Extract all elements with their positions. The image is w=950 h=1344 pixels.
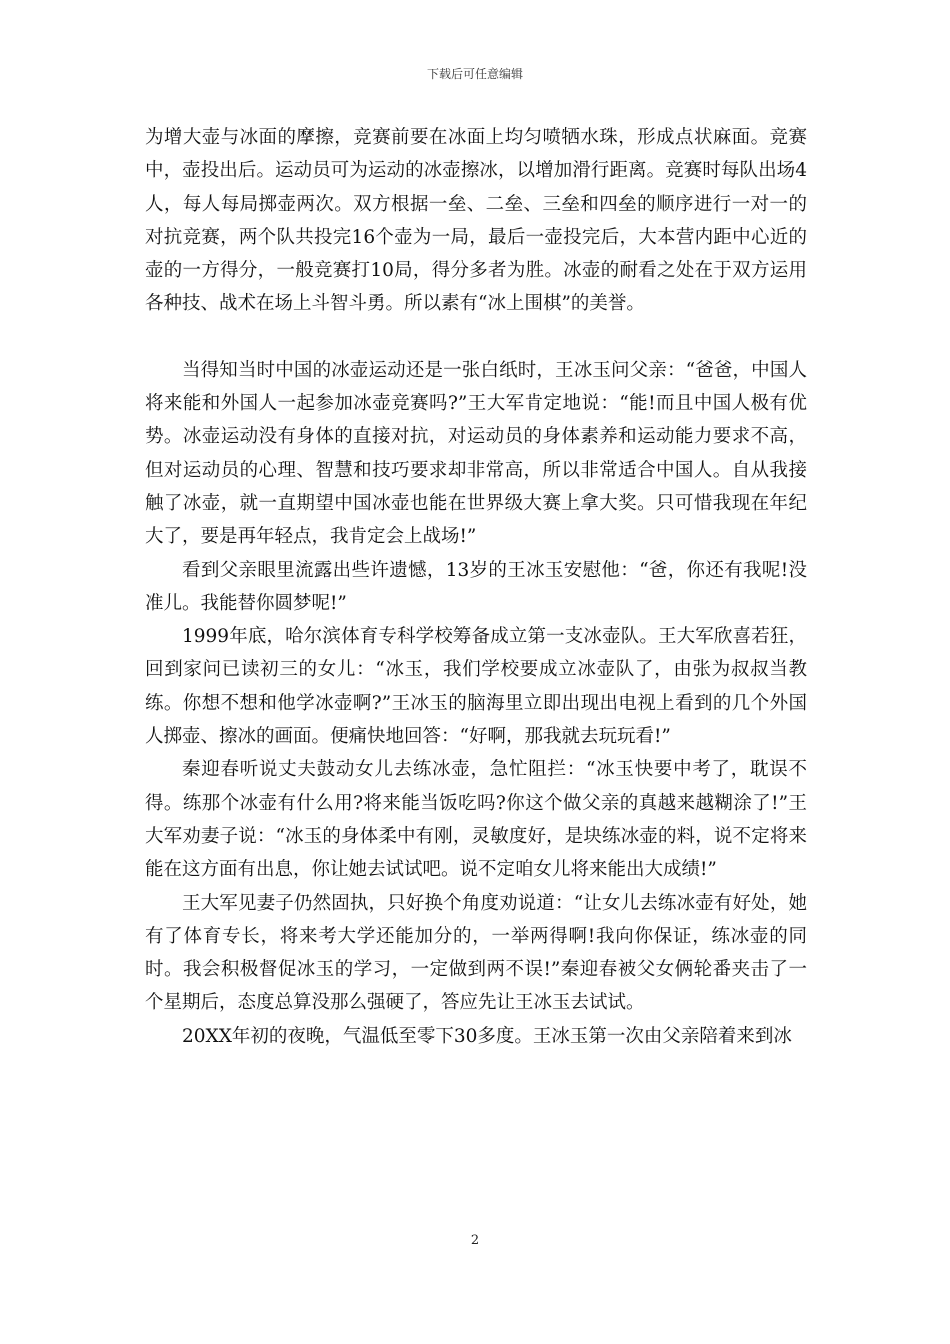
paragraph-mother-objection: 秦迎春听说丈夫鼓动女儿去练冰壶，急忙阻拦：“冰玉快要中考了，耽误不得。练那个冰壶有什么用?将来能当饭吃吗?你这个做父亲的真越来越糊涂了!”王大军劝妻子说：“冰玉的身体柔中有刚，灵敏度好，是块练冰壶的料，说不定将来能在这方面有出息，你让她去试试吧。说不定咱女儿将来能出大成绩!” — [145, 759, 807, 881]
document-body — [145, 121, 807, 1053]
paragraph-father-persuasion: 王大军见妻子仍然固执，只好换个角度劝说道：“让女儿去练冰壶有好处，她有了体育专长，将来考大学还能加分的，一举两得啊!我向你保证，练冰壶的同时。我会积极督促冰玉的学习，一定做到两不误!”秦迎春被父女俩轮番夹击了一个星期后，态度总算没那么强硬了，答应先让王冰玉去试试。 — [145, 892, 807, 1014]
page-header-note: 下载后可任意编辑 — [426, 67, 523, 81]
paragraph-curling-rules: 为增大壶与冰面的摩擦，竞赛前要在冰面上均匀喷牺水珠，形成点状麻面。竞赛中，壶投出后。运动员可为运动的冰壶擦冰，以增加滑行距离。竞赛时每队出场4人，每人每局掷壶两次。双方根据一垒、二垒、三垒和四垒的顺序进行一对一的对抗竞赛，两个队共投完16个壶为一局，最后一壶投完后，大本营内距中心近的壶的一方得分，一般竞赛打10局，得分多者为胜。冰壶的耐看之处在于双方运用各种技、战术在场上斗智斗勇。所以素有“冰上围棋”的美誉。 — [145, 127, 807, 315]
page-number: 2 — [470, 1233, 480, 1248]
paragraph-first-night: 20XX年初的夜晚，气温低至零下30多度。王冰玉第一次由父亲陪着来到冰 — [182, 1025, 792, 1047]
paragraph-father-dialogue: 当得知当时中国的冰壶运动还是一张白纸时，王冰玉问父亲：“爸爸，中国人将来能和外国人一起参加冰壶竞赛吗?”王大军肯定地说：“能!而且中国人极有优势。冰壶运动没有身体的直接对抗，对运动员的身体素养和运动能力要求不高，但对运动员的心理、智慧和技巧要求却非常高，所以非常适合中国人。自从我接触了冰壶，就一直期望中国冰壶也能在世界级大赛上拿大奖。只可惜我现在年纪大了，要是再年轻点，我肯定会上战场!” — [145, 359, 807, 548]
paragraph-team-founding: 1999年底，哈尔滨体育专科学校筹备成立第一支冰壶队。王大军欣喜若狂，回到家问已读初三的女儿：“冰玉，我们学校要成立冰壶队了，由张为叔叔当教练。你想不想和他学冰壶啊?”王冰玉的脑海里立即出现出电视上看到的几个外国人掷壶、擦冰的画面。便痛快地回答：“好啊，那我就去玩玩看!” — [145, 626, 807, 748]
paragraph-daughter-comfort: 看到父亲眼里流露出些许遗憾，13岁的王冰玉安慰他：“爸，你还有我呢!没准儿。我能替你圆梦呢!” — [145, 559, 807, 614]
